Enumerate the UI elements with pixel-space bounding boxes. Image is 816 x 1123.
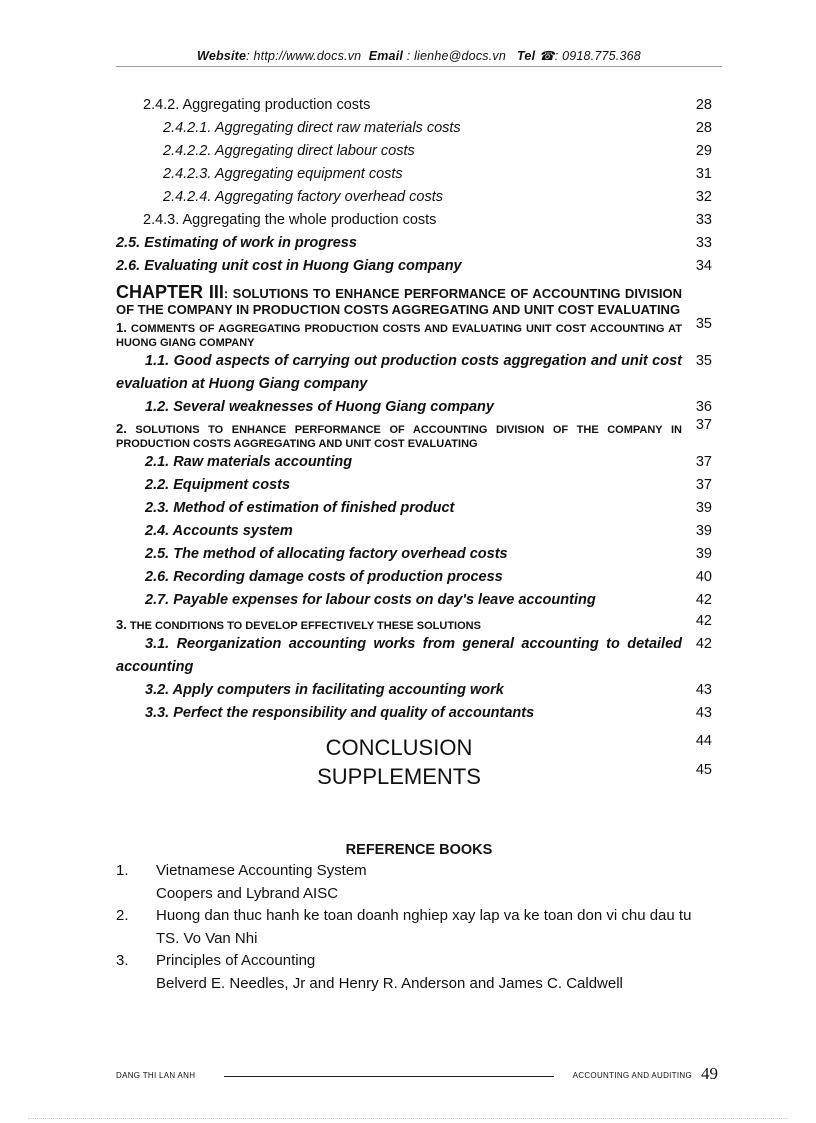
table-of-contents xyxy=(116,94,722,791)
toc-page-number: 36 xyxy=(695,399,712,415)
reference-author: Belverd E. Needles, Jr and Henry R. Anderson and James C. Caldwell xyxy=(156,974,623,992)
toc-entry: 2.4.2. Aggregating production costs 28 xyxy=(116,94,722,117)
toc-entry: 1.2. Several weaknesses of Huong Giang company 36 xyxy=(116,396,722,419)
tel-label: Tel xyxy=(517,49,536,63)
reference-title: Principles of Accounting xyxy=(156,952,316,969)
toc-section-heading: 2. SOLUTIONS TO ENHANCE PERFORMANCE OF ACCOUNTING DIVISION OF THE COMPANY IN PRODUCTION COSTS AGGREGATING AND UNIT COST EVALUATING 37 xyxy=(116,417,712,450)
email-label: Email xyxy=(368,49,404,63)
toc-page-number: 44 xyxy=(695,733,712,749)
reference-item: 1. Vietnamese Accounting System Coopers and Lybrand AISC xyxy=(116,860,722,905)
page-footer xyxy=(116,1064,722,1084)
toc-entry: 2.4.3. Aggregating the whole production costs 33 xyxy=(116,209,722,232)
toc-page-number: 39 xyxy=(695,546,712,562)
phone-icon: ☎ xyxy=(538,49,555,63)
reference-item: 3. Principles of Accounting Belverd E. Needles, Jr and Henry R. Anderson and James C. Caldwell xyxy=(116,950,722,995)
toc-page-number: 39 xyxy=(695,500,712,516)
footer-department: ACCOUNTING AND AUDITING xyxy=(572,1071,692,1080)
toc-page-number: 28 xyxy=(695,120,712,136)
toc-page-number: 42 xyxy=(695,636,712,652)
toc-entry: 1.1. Good aspects of carrying out production costs aggregation and unit cost evaluation at Huong Giang company 35 xyxy=(116,350,722,396)
toc-page-number: 42 xyxy=(695,592,712,608)
toc-entry: 2.4.2.4. Aggregating factory overhead costs 32 xyxy=(116,186,722,209)
toc-page-number: 35 xyxy=(695,316,712,332)
website-label: Website xyxy=(197,49,247,63)
toc-conclusion: CONCLUSION 44 xyxy=(116,733,722,762)
toc-page-number: 31 xyxy=(695,166,712,182)
reference-item: 2. Huong dan thuc hanh ke toan doanh nghiep xay lap va ke toan don vi chu dau tu TS. Vo Van Nhi xyxy=(116,905,722,950)
reference-title: Huong dan thuc hanh ke toan doanh nghiep xay lap va ke toan don vi chu dau tu xyxy=(156,907,692,924)
toc-page-number: 42 xyxy=(695,613,712,629)
toc-entry: 3.2. Apply computers in facilitating accounting work 43 xyxy=(116,679,722,702)
tel-value: : 0918.775.368 xyxy=(554,49,641,63)
toc-page-number: 34 xyxy=(695,258,712,274)
toc-entry: 2.3. Method of estimation of finished product 39 xyxy=(116,497,722,520)
toc-supplements: SUPPLEMENTS 45 xyxy=(116,762,722,791)
page-edge xyxy=(28,1118,788,1119)
toc-page-number: 40 xyxy=(695,569,712,585)
toc-entry: 2.6. Evaluating unit cost in Huong Giang company 34 xyxy=(116,255,722,278)
website-value[interactable]: : http://www.docs.vn xyxy=(246,49,362,63)
reference-books xyxy=(116,840,722,995)
toc-page-number: 43 xyxy=(695,705,712,721)
toc-page-number: 33 xyxy=(695,235,712,251)
footer-author: DANG THI LAN ANH xyxy=(116,1071,196,1080)
reference-title: Vietnamese Accounting System xyxy=(156,862,367,879)
toc-page-number: 37 xyxy=(695,477,712,493)
email-value[interactable]: : lienhe@docs.vn xyxy=(406,49,507,63)
toc-entry: 2.7. Payable expenses for labour costs on day's leave accounting 42 xyxy=(116,589,722,612)
toc-page-number: 29 xyxy=(695,143,712,159)
toc-page-number: 35 xyxy=(695,353,712,369)
toc-section-heading: 3. THE CONDITIONS TO DEVELOP EFFECTIVELY THESE SOLUTIONS 42 xyxy=(116,613,712,632)
toc-page-number: 43 xyxy=(695,682,712,698)
header-divider xyxy=(116,66,722,67)
toc-entry: 2.4.2.1. Aggregating direct raw materials costs 28 xyxy=(116,117,722,140)
toc-entry: 2.5. The method of allocating factory overhead costs 39 xyxy=(116,543,722,566)
toc-entry: 2.5. Estimating of work in progress 33 xyxy=(116,232,722,255)
toc-entry: 2.4. Accounts system 39 xyxy=(116,520,722,543)
toc-entry: 2.1. Raw materials accounting 37 xyxy=(116,451,722,474)
toc-section-heading: 1. COMMENTS OF AGGREGATING PRODUCTION COSTS AND EVALUATING UNIT COST ACCOUNTING AT HUONG GIANG COMPANY 35 xyxy=(116,316,712,349)
toc-entry: 2.6. Recording damage costs of production process 40 xyxy=(116,566,722,589)
references-title: REFERENCE BOOKS xyxy=(345,842,493,858)
page-header xyxy=(116,48,722,63)
footer-rule xyxy=(224,1076,554,1077)
toc-page-number: 28 xyxy=(695,97,712,113)
toc-page-number: 32 xyxy=(695,189,712,205)
toc-page-number: 39 xyxy=(695,523,712,539)
page-number: 49 xyxy=(701,1064,718,1083)
toc-entry: 2.4.2.3. Aggregating equipment costs 31 xyxy=(116,163,722,186)
toc-page-number: 37 xyxy=(695,417,712,433)
toc-entry: 2.4.2.2. Aggregating direct labour costs 29 xyxy=(116,140,722,163)
toc-entry: 2.2. Equipment costs 37 xyxy=(116,474,722,497)
toc-page-number: 37 xyxy=(695,454,712,470)
chapter-heading: CHAPTER III: SOLUTIONS TO ENHANCE PERFORMANCE OF ACCOUNTING DIVISION OF THE COMPANY IN PRODUCTION COSTS AGGREGATING AND UNIT COST EVALUATING xyxy=(116,282,683,317)
reference-author: TS. Vo Van Nhi xyxy=(156,929,258,947)
reference-author: Coopers and Lybrand AISC xyxy=(156,884,339,902)
toc-entry: 3.1. Reorganization accounting works from general accounting to detailed accounting 42 xyxy=(116,633,722,679)
toc-page-number: 33 xyxy=(695,212,712,228)
toc-entry: 3.3. Perfect the responsibility and quality of accountants 43 xyxy=(116,702,722,725)
toc-page-number: 45 xyxy=(695,762,712,778)
